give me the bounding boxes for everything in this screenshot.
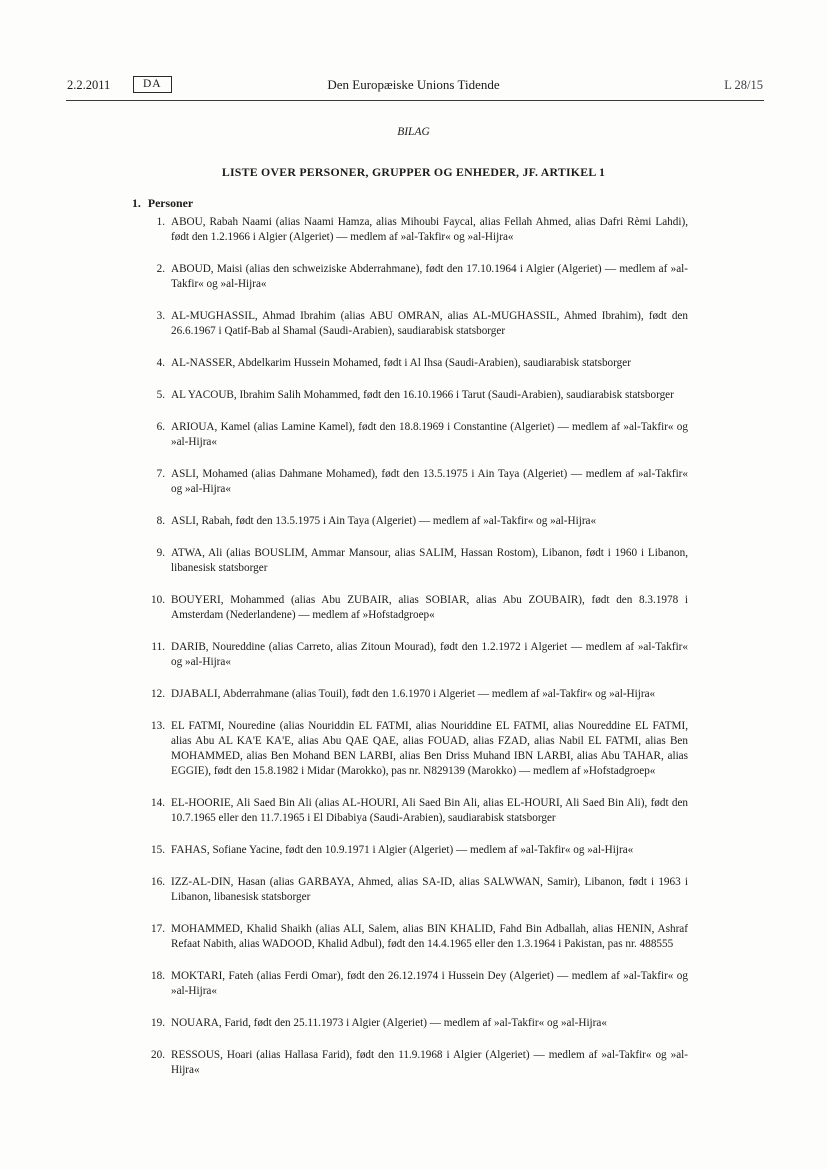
- persons-list: [140, 215, 688, 1095]
- section-label: Personer: [147, 196, 194, 210]
- list-item-text: EL-HOORIE, Ali Saed Bin Ali (alias AL-HOURI, Ali Saed Bin Ali, alias EL-HOURI, Ali Saed Bin Ali), født den 10.7.1965 eller den 11.7.1965 i El Dibabiya (Saudi-Arabien), saudiarabisk statsborger: [171, 797, 688, 824]
- list-item-number: 10.: [151, 594, 165, 606]
- list-item-number: 17.: [151, 923, 165, 935]
- language-code-box: DA: [133, 76, 172, 93]
- list-item-number: 1.: [156, 216, 165, 228]
- list-item-number: 16.: [151, 876, 165, 888]
- list-item-text: IZZ-AL-DIN, Hasan (alias GARBAYA, Ahmed, alias SA-ID, alias SALWWAN, Samir), Libanon, født i 1963 i Libanon, libanesisk statsborger: [171, 876, 688, 903]
- list-item-text: ARIOUA, Kamel (alias Lamine Kamel), født den 18.8.1969 i Constantine (Algeriet) — medlem af »al-Takfir« og »al-Hijra«: [171, 421, 688, 448]
- list-item-text: AL-MUGHASSIL, Ahmad Ibrahim (alias ABU OMRAN, alias AL-MUGHASSIL, Ahmed Ibrahim), født den 26.6.1967 i Qatif-Bab al Shamal (Saudi-Arabien), saudiarabisk statsborger: [171, 310, 688, 337]
- list-item-text: ABOUD, Maisi (alias den schweiziske Abderrahmane), født den 17.10.1964 i Algier (Algeriet) — medlem af »al-Takfir« og »al-Hijra«: [171, 263, 688, 290]
- list-item-number: 19.: [151, 1017, 165, 1029]
- list-item: [140, 593, 688, 623]
- list-item-number: 4.: [156, 357, 165, 369]
- list-item-number: 9.: [156, 547, 165, 559]
- list-item-number: 15.: [151, 844, 165, 856]
- list-item: [140, 640, 688, 670]
- list-item: [140, 309, 688, 339]
- list-item: [140, 262, 688, 292]
- list-item: [140, 1016, 688, 1031]
- document-title: LISTE OVER PERSONER, GRUPPER OG ENHEDER, JF. ARTIKEL 1: [221, 165, 606, 179]
- list-item: [140, 969, 688, 999]
- list-item-text: DJABALI, Abderrahmane (alias Touil), født den 1.6.1970 i Algeriet — medlem af »al-Takfir« og »al-Hijra«: [171, 688, 656, 700]
- list-item-number: 8.: [156, 515, 165, 527]
- list-item-text: MOHAMMED, Khalid Shaikh (alias ALI, Salem, alias BIN KHALID, Fahd Bin Adballah, alias HENIN, Ashraf Refaat Nabith, alias WADOOD, Khalid Adbul), født den 14.4.1965 eller den 1.3.1964 i Pakistan, pas nr. 488555: [171, 923, 688, 950]
- header-divider: [66, 100, 764, 101]
- header-page-number: L 28/15: [724, 78, 763, 92]
- list-item-number: 6.: [156, 421, 165, 433]
- list-item-number: 18.: [151, 970, 165, 982]
- list-item-text: RESSOUS, Hoari (alias Hallasa Farid), født den 11.9.1968 i Algier (Algeriet) — medlem af »al-Takfir« og »al-Hijra«: [171, 1049, 688, 1076]
- list-item-text: AL-NASSER, Abdelkarim Hussein Mohamed, født i Al Ihsa (Saudi-Arabien), saudiarabisk statsborger: [171, 357, 631, 369]
- list-item-text: NOUARA, Farid, født den 25.11.1973 i Algier (Algeriet) — medlem af »al-Takfir« og »al-Hijra«: [171, 1017, 607, 1029]
- section-number: 1.: [132, 196, 141, 210]
- list-item: [140, 719, 688, 779]
- list-item-text: AL YACOUB, Ibrahim Salih Mohammed, født den 16.10.1966 i Tarut (Saudi-Arabien), saudiarabisk statsborger: [171, 389, 674, 401]
- list-item: [140, 796, 688, 826]
- list-item-text: ATWA, Ali (alias BOUSLIM, Ammar Mansour, alias SALIM, Hassan Rostom), Libanon, født i 1960 i Libanon, libanesisk statsborger: [171, 547, 688, 574]
- list-item-number: 14.: [151, 797, 165, 809]
- list-item-number: 20.: [151, 1049, 165, 1061]
- list-item-number: 11.: [151, 641, 165, 653]
- list-item-text: ABOU, Rabah Naami (alias Naami Hamza, alias Mihoubi Faycal, alias Fellah Ahmed, alias Dafri Rèmi Lahdi), født den 1.2.1966 i Algier (Algeriet) — medlem af »al-Takfir« og »al-Hijra«: [171, 216, 688, 243]
- list-item-number: 2.: [156, 263, 165, 275]
- list-item: [140, 514, 688, 529]
- list-item: [140, 467, 688, 497]
- list-item: [140, 356, 688, 371]
- annex-label: BILAG: [397, 126, 430, 138]
- list-item-number: 5.: [156, 389, 165, 401]
- list-item-text: BOUYERI, Mohammed (alias Abu ZUBAIR, alias SOBIAR, alias Abu ZOUBAIR), født den 8.3.1978 i Amsterdam (Nederlandene) — medlem af »Hofstadgroep«: [171, 594, 688, 621]
- list-item-text: EL FATMI, Nouredine (alias Nouriddin EL FATMI, alias Nouriddine EL FATMI, alias Noureddine EL FATMI, alias Abu AL KA'E KA'E, alias Abu QAE QAE, alias FOUAD, alias FZAD, alias Nabil EL FATMI, alias Ben MOHAMMED, alias Ben Mohand BEN LARBI, alias Ben Driss Muhand IBN LARBI, alias Abu TAHAR, alias EGGIE), født den 15.8.1982 i Midar (Marokko), pas nr. N829139 (Marokko) — medlem af »Hofstadgroep«: [171, 720, 688, 777]
- list-item-number: 7.: [156, 468, 165, 480]
- list-item-number: 3.: [156, 310, 165, 322]
- list-item: [140, 843, 688, 858]
- list-item-number: 12.: [151, 688, 165, 700]
- list-item-text: MOKTARI, Fateh (alias Ferdi Omar), født den 26.12.1974 i Hussein Dey (Algeriet) — medlem af »al-Takfir« og »al-Hijra«: [171, 970, 688, 997]
- list-item: [140, 875, 688, 905]
- list-item: [140, 1048, 688, 1078]
- page-header: [0, 76, 827, 94]
- list-item: [140, 388, 688, 403]
- list-item: [140, 420, 688, 450]
- list-item-text: FAHAS, Sofiane Yacine, født den 10.9.1971 i Algier (Algeriet) — medlem af »al-Takfir« og »al-Hijra«: [171, 844, 634, 856]
- header-date: 2.2.2011: [67, 78, 111, 92]
- list-item-text: ASLI, Rabah, født den 13.5.1975 i Ain Taya (Algeriet) — medlem af »al-Takfir« og »al-Hijra«: [171, 515, 597, 527]
- list-item-text: ASLI, Mohamed (alias Dahmane Mohamed), født den 13.5.1975 i Ain Taya (Algeriet) — medlem af »al-Takfir« og »al-Hijra«: [171, 468, 688, 495]
- list-item: [140, 687, 688, 702]
- list-item-number: 13.: [151, 720, 165, 732]
- list-item: [140, 922, 688, 952]
- list-item-text: DARIB, Noureddine (alias Carreto, alias Zitoun Mourad), født den 1.2.1972 i Algeriet — medlem af »al-Takfir« og »al-Hijra«: [171, 641, 688, 668]
- section-heading: [132, 196, 193, 211]
- journal-title: Den Europæiske Unions Tidende: [327, 77, 500, 92]
- list-item: [140, 546, 688, 576]
- list-item: [140, 215, 688, 245]
